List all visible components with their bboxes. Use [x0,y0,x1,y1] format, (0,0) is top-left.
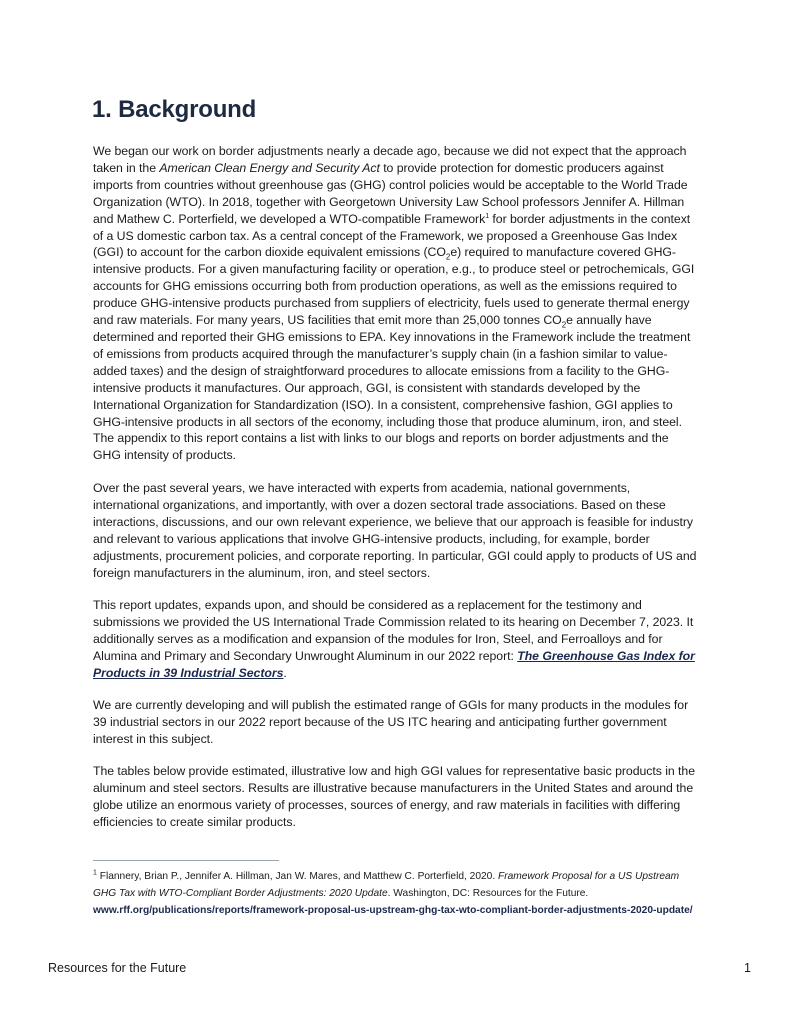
p1-text-e: e annually have determined and reported their GHG emissions to EPA. Key innovations in the Framework include the treatment of emissions from products acquired through the manufacturer’s supply chain (in a fashion similar to value-added taxes) and the design of straightforward procedures to allocate emissions from a facility to the GHG-intensive products it manufactures. Our approach, GGI, is consistent with standards developed by the International Organization for Standardization (ISO). In a consistent, comprehensive fashion, GGI applies to GHG-intensive products in all sectors of the economy, including those that produce aluminum, iron, and steel. The appendix to this report contains a list with links to our blogs and reports on border adjustments and the GHG intensity of products. [93,313,691,463]
co2-subscript: 2 [561,320,567,330]
footnote-ref-1[interactable]: 1 [485,212,490,220]
act-title: American Clean Energy and Security Act [159,160,380,175]
p1-text-a: We began our work on border adjustments nearly a decade ago, because we did not expect that the approach taken in the [93,144,687,175]
footnote-1 [93,868,699,919]
footnote-text-a: Flannery, Brian P., Jennifer A. Hillman, Jan W. Mares, and Matthew C. Porterfield, 2020. [96,871,498,882]
section-heading: 1. Background [92,96,257,123]
p1-text-b: to provide protection for domestic producers against imports from countries without greenhouse gas (GHG) control policies would be acceptable to the World Trade Organization (WTO). In 2018, together with Georgetown University Law School professors Jennifer A. Hillman and Mathew C. Porterfield, we developed a WTO-compatible Framework [93,160,688,226]
p1-text-c: for border adjustments in the context of a US domestic carbon tax. As a central concept of the Framework, we proposed a Greenhouse Gas Index (GGI) to account for the carbon dioxide equivalent emissions (CO [93,211,691,260]
paragraph-background-3 [93,597,699,682]
paragraph-background-2: Over the past several years, we have interacted with experts from academia, national governments, international organizations, and importantly, with over a dozen sectoral trade associations. Based on these interactions, discussions, and our own relevant experience, we believe that our approach is feasible for industry and relevant to various applications that involve GHG-intensive products, including, for example, border adjustments, procurement policies, and corporate reporting. In particular, GGI could apply to products of US and foreign manufacturers in the aluminum, iron, and steel sectors. [93,481,697,580]
p1-text-d: e) required to manufacture covered GHG-intensive products. For a given manufacturing facility or operation, e.g., to produce steel or petrochemicals, GGI accounts for GHG emissions occurring both from production operations, as well as the emissions required to produce GHG-intensive products purchased from suppliers of electricity, fuels used to generate thermal energy and raw materials. For many years, US facilities that emit more than 25,000 tonnes CO [93,245,695,328]
footer-organization: Resources for the Future [48,961,187,975]
footnote-text-b: . Washington, DC: Resources for the Future. [387,888,589,899]
p3-text-b: . [283,665,287,680]
footnote-title: Framework Proposal for a US Upstream GHG Tax with WTO-Compliant Border Adjustments: 2020 Update [93,871,680,899]
co2-subscript: 2 [445,252,451,262]
footer-page-number: 1 [744,961,751,975]
footnote-url-link[interactable]: www.rff.org/publications/reports/framework-proposal-us-upstream-ghg-tax-wto-compliant-border-adjustments-2020-update/ [93,905,693,916]
footnote-number: 1 [93,869,97,877]
paragraph-background-5: The tables below provide estimated, illustrative low and high GGI values for representative basic products in the aluminum and steel sectors. Results are illustrative because manufacturers in the United States and around the globe utilize an enormous variety of processes, sources of energy, and raw materials in facilities with differing efficiencies to create similar products. [93,764,695,829]
footnote-divider [93,860,279,861]
paragraph-background-4: We are currently developing and will publish the estimated range of GGIs for many products in the modules for 39 industrial sectors in our 2022 report because of the US ITC hearing and anticipating further government interest in this subject. [93,698,689,746]
report-link[interactable]: The Greenhouse Gas Index for Products in 39 Industrial Sectors [93,648,695,680]
paragraph-background-1 [93,143,699,464]
p3-text-a: This report updates, expands upon, and should be considered as a replacement for the testimony and submissions we provided the US International Trade Commission related to its hearing on December 7, 2023. It additionally serves as a modification and expansion of the modules for Iron, Steel, and Ferroalloys and for Alumina and Primary and Secondary Unwrought Aluminum in our 2022 report: [93,598,694,663]
